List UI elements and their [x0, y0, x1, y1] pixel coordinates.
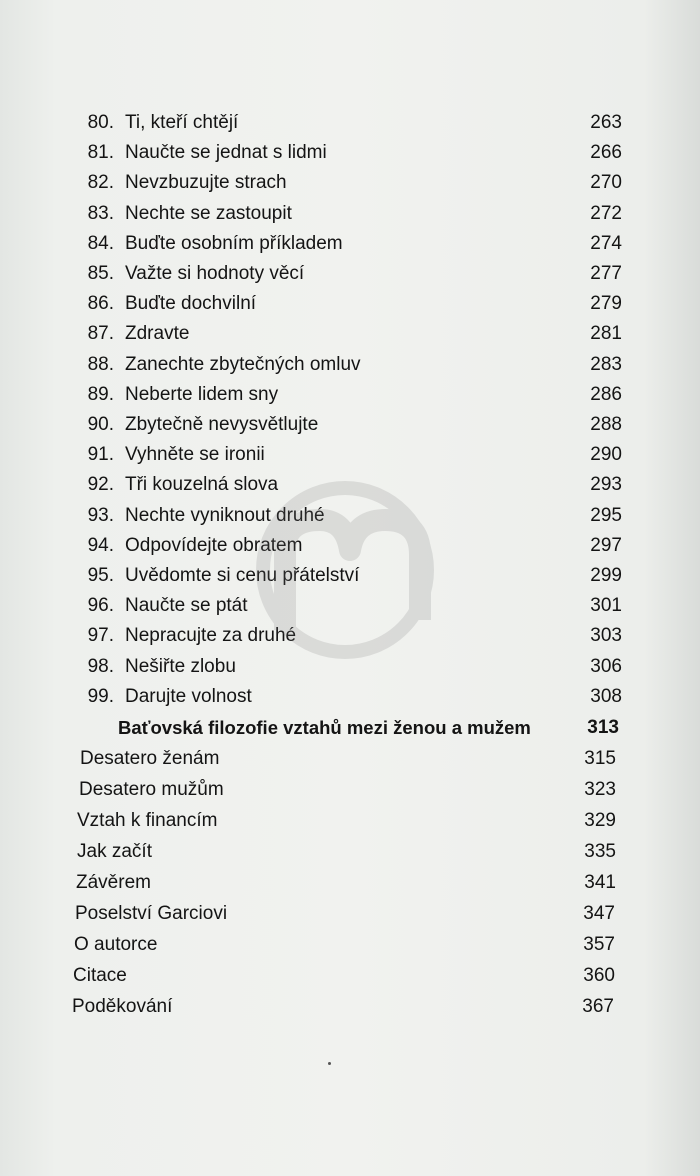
toc-chapter-page: 329 — [584, 810, 616, 831]
toc-chapter-page: 323 — [584, 779, 616, 800]
toc-chapter-title: Poselství Garciovi — [75, 903, 228, 924]
toc-entry — [0, 168, 700, 198]
toc-chapter — [0, 868, 700, 898]
toc-section — [0, 713, 700, 743]
toc-entry-number: 97. — [87, 625, 114, 647]
toc-chapter — [0, 806, 700, 836]
page-speck — [328, 1062, 331, 1065]
toc-entry-page: 266 — [590, 142, 622, 164]
toc-entry-title: Darujte volnost — [125, 685, 252, 707]
toc-entry-title: Nepracujte za druhé — [125, 625, 297, 647]
toc-entry-page: 274 — [590, 232, 622, 254]
toc-entry-title: Zanechte zbytečných omluv — [125, 353, 361, 375]
toc-entry-title: Odpovídejte obratem — [125, 534, 303, 556]
toc-entry-number: 90. — [87, 414, 114, 435]
toc-entry-number: 95. — [87, 565, 114, 586]
toc-chapter — [0, 930, 700, 960]
toc-chapter-title: Jak začít — [77, 841, 152, 862]
toc-entry — [0, 138, 700, 168]
toc-entry-title: Naučte se jednat s lidmi — [125, 142, 327, 164]
toc-entry-number: 89. — [87, 383, 114, 405]
toc-entry — [0, 410, 700, 440]
toc-entry — [0, 350, 700, 380]
toc-entry-number: 98. — [87, 655, 114, 677]
toc-section-title: Baťovská filozofie vztahů mezi ženou a mužem — [118, 717, 531, 738]
toc-entry-title: Uvědomte si cenu přátelství — [125, 565, 360, 586]
toc-entry-title: Važte si hodnoty věcí — [125, 263, 305, 284]
toc-entry-page: 283 — [590, 353, 622, 375]
toc-entry — [0, 108, 700, 138]
toc-entry-title: Zdravte — [125, 323, 190, 345]
toc-entry-page: 290 — [590, 444, 622, 466]
toc-entry-title: Zbytečně nevysvětlujte — [125, 414, 319, 435]
toc-entry-title: Nechte vyniknout druhé — [125, 504, 325, 526]
toc-entry — [0, 319, 700, 349]
toc-entry-page: 299 — [590, 565, 622, 586]
toc-chapter-title: Vztah k financím — [77, 810, 218, 831]
toc-entry-page: 286 — [590, 383, 622, 405]
toc-entry-page: 297 — [590, 534, 622, 556]
toc-entry — [0, 289, 700, 319]
toc-entry-number: 80. — [87, 112, 114, 133]
toc-entry-number: 84. — [87, 232, 114, 254]
toc-entry-number: 91. — [87, 444, 114, 466]
toc-entry-number: 82. — [87, 172, 114, 194]
toc-entry-title: Buďte osobním příkladem — [125, 232, 343, 254]
toc-chapter — [0, 837, 700, 867]
toc-chapter-page: 360 — [583, 965, 615, 986]
toc-entry-page: 270 — [590, 172, 622, 194]
toc-chapter-title: Desatero ženám — [80, 748, 220, 769]
toc-entry — [0, 199, 700, 229]
toc-chapter — [0, 961, 700, 991]
toc-entry — [0, 380, 700, 410]
toc-chapter-page: 315 — [584, 748, 616, 769]
toc-entry-page: 306 — [590, 655, 622, 677]
toc-entry — [0, 229, 700, 259]
toc-chapter-page: 357 — [583, 934, 615, 955]
toc-entry-number: 92. — [87, 474, 114, 496]
toc-chapter — [0, 899, 700, 929]
toc-entry-page: 303 — [590, 625, 622, 647]
toc-entry-number: 87. — [87, 323, 114, 345]
toc-chapter-page: 367 — [582, 996, 614, 1017]
toc-chapter-page: 335 — [584, 841, 616, 862]
toc-entry-page: 301 — [590, 595, 622, 617]
toc-chapter-title: Závěrem — [76, 872, 151, 893]
toc-entry-number: 88. — [87, 353, 114, 375]
toc-entry-page: 279 — [590, 293, 622, 315]
toc-entry-title: Vyhněte se ironii — [125, 444, 265, 466]
toc-entry-title: Tři kouzelná slova — [125, 474, 279, 496]
toc-chapter — [0, 992, 700, 1022]
toc-entry-page: 293 — [590, 474, 622, 496]
toc-chapter-title: Citace — [73, 965, 127, 986]
toc-chapter — [0, 744, 700, 774]
toc-entry-number: 86. — [87, 293, 114, 315]
toc-chapter-title: Poděkování — [72, 996, 173, 1017]
toc-chapter — [0, 775, 700, 805]
toc-entry — [0, 440, 700, 470]
toc-entry-number: 83. — [87, 202, 114, 224]
toc-entry-page: 281 — [590, 323, 622, 345]
toc-entry — [0, 682, 700, 712]
toc-entry-title: Naučte se ptát — [125, 595, 248, 617]
toc-entry-title: Nevzbuzujte strach — [125, 172, 287, 194]
toc-entry-title: Neberte lidem sny — [125, 383, 279, 405]
toc-entry — [0, 259, 700, 289]
toc-entry-number: 85. — [87, 263, 114, 284]
toc-entry-number: 93. — [87, 504, 114, 526]
toc-entry-title: Ti, kteří chtějí — [125, 112, 239, 133]
toc-entry-page: 308 — [590, 685, 622, 707]
toc-entry-page: 277 — [590, 263, 622, 284]
toc-section-page: 313 — [587, 717, 619, 738]
toc-entry-page: 263 — [590, 112, 622, 133]
toc-entry-page: 272 — [590, 202, 622, 224]
publisher-logo-watermark — [225, 480, 475, 660]
toc-chapter-page: 347 — [583, 903, 615, 924]
toc-entry-title: Nešiřte zlobu — [125, 655, 236, 677]
toc-entry-number: 81. — [87, 142, 114, 164]
toc-entry-number: 96. — [87, 595, 114, 617]
toc-entry-number: 94. — [87, 534, 114, 556]
toc-entry-number: 99. — [87, 685, 114, 707]
toc-chapter-title: Desatero mužům — [79, 779, 224, 800]
toc-chapter-title: O autorce — [74, 934, 158, 955]
toc-chapter-page: 341 — [584, 872, 616, 893]
toc-entry-title: Buďte dochvilní — [125, 293, 257, 315]
toc-entry-page: 295 — [590, 504, 622, 526]
toc-entry-title: Nechte se zastoupit — [125, 202, 292, 224]
toc-entry-page: 288 — [590, 414, 622, 435]
